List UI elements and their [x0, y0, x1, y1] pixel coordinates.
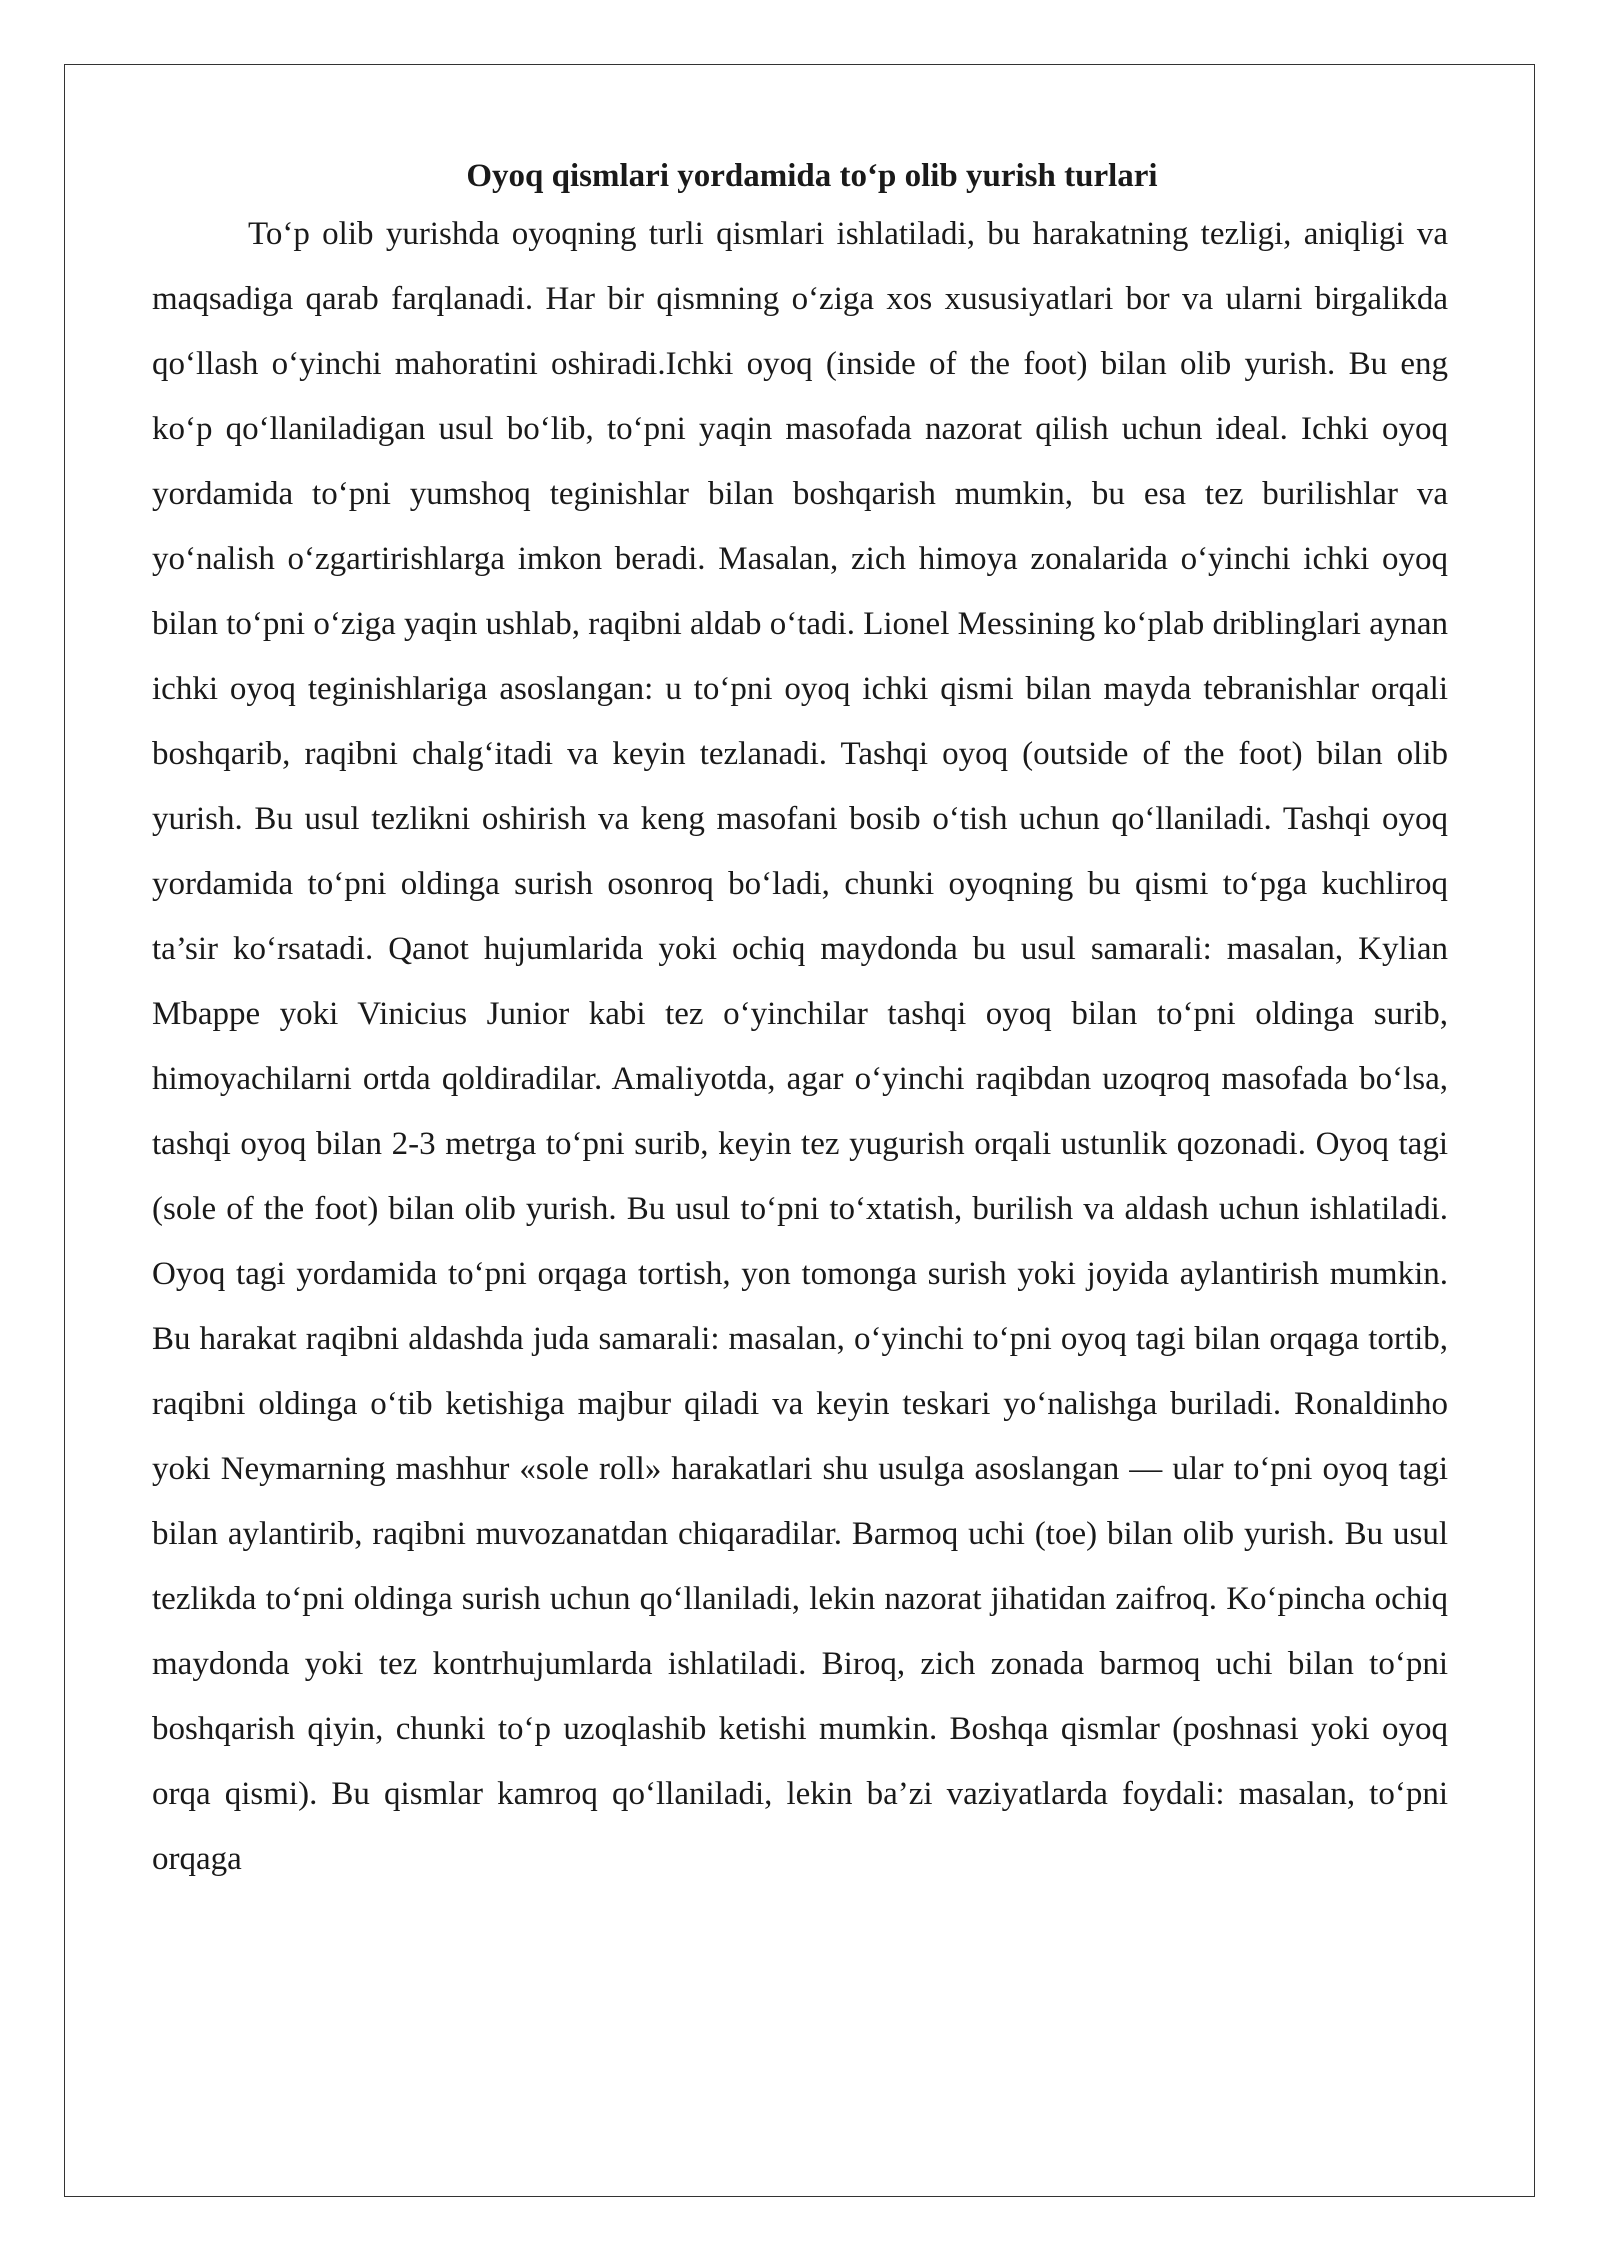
document-content [152, 150, 1448, 1892]
document-body-paragraph: To‘p olib yurishda oyoqning turli qismlari ishlatiladi, bu harakatning tezligi, aniqligi va maqsadiga qarab farqlanadi. Har bir qismning o‘ziga xos xususiyatlari bor va ularni birgalikda qo‘llash o‘yinchi mahoratini oshiradi.Ichki oyoq (inside of the foot) bilan olib yurish. Bu eng ko‘p qo‘llaniladigan usul bo‘lib, to‘pni yaqin masofada nazorat qilish uchun ideal. Ichki oyoq yordamida to‘pni yumshoq teginishlar bilan boshqarish mumkin, bu esa tez burilishlar va yo‘nalish o‘zgartirishlarga imkon beradi. Masalan, zich himoya zonalarida o‘yinchi ichki oyoq bilan to‘pni o‘ziga yaqin ushlab, raqibni aldab o‘tadi. Lionel Messining ko‘plab driblinglari aynan ichki oyoq teginishlariga asoslangan: u to‘pni oyoq ichki qismi bilan mayda tebranishlar orqali boshqarib, raqibni chalg‘itadi va keyin tezlanadi. Tashqi oyoq (outside of the foot) bilan olib yurish. Bu usul tezlikni oshirish va keng masofani bosib o‘tish uchun qo‘llaniladi. Tashqi oyoq yordamida to‘pni oldinga surish osonroq bo‘ladi, chunki oyoqning bu qismi to‘pga kuchliroq ta’sir ko‘rsatadi. Qanot hujumlarida yoki ochiq maydonda bu usul samarali: masalan, Kylian Mbappe yoki Vinicius Junior kabi tez o‘yinchilar tashqi oyoq bilan to‘pni oldinga surib, himoyachilarni ortda qoldiradilar. Amaliyotda, agar o‘yinchi raqibdan uzoqroq masofada bo‘lsa, tashqi oyoq bilan 2-3 metrga to‘pni surib, keyin tez yugurish orqali ustunlik qozonadi. Oyoq tagi (sole of the foot) bilan olib yurish. Bu usul to‘pni to‘xtatish, burilish va aldash uchun ishlatiladi. Oyoq tagi yordamida to‘pni orqaga tortish, yon tomonga surish yoki joyida aylantirish mumkin. Bu harakat raqibni aldashda juda samarali: masalan, o‘yinchi to‘pni oyoq tagi bilan orqaga tortib, raqibni oldinga o‘tib ketishiga majbur qiladi va keyin teskari yo‘nalishga buriladi. Ronaldinho yoki Neymarning mashhur «sole roll» harakatlari shu usulga asoslangan — ular to‘pni oyoq tagi bilan aylantirib, raqibni muvozanatdan chiqaradilar. Barmoq uchi (toe) bilan olib yurish. Bu usul tezlikda to‘pni oldinga surish uchun qo‘llaniladi, lekin nazorat jihatidan zaifroq. Ko‘pincha ochiq maydonda yoki tez kontrhujumlarda ishlatiladi. Biroq, zich zonada barmoq uchi bilan to‘pni boshqarish qiyin, chunki to‘p uzoqlashib ketishi mumkin. Boshqa qismlar (poshnasi yoki oyoq orqa qismi). Bu qismlar kamroq qo‘llaniladi, lekin ba’zi vaziyatlarda foydali: masalan, to‘pni orqaga [152, 216, 1448, 1877]
document-title: Oyoq qismlari yordamida to‘p olib yurish turlari [466, 158, 1158, 194]
